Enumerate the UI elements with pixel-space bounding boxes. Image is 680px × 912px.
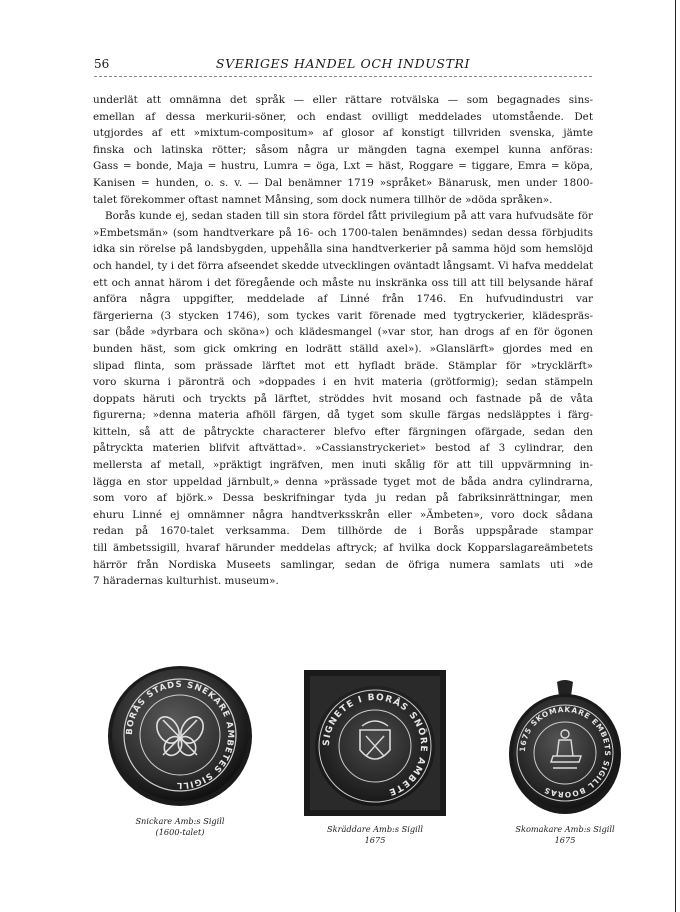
figure-caption [100,816,260,838]
text-line: sar (både »dyrbara och sköna») och klädesmangel (»var stor, han drogs af en för ögonen [93,326,593,339]
seal-legend: BORÅS STADS SNEKARE AMBETES SIGILL [124,679,236,791]
text-line: idka sin rörelse på landsbygden, uppehålla sina handtverkerier på samma höjd som hemslöjd [93,243,593,256]
text-line: voro skurna i päronträ och »doppades i en hvit materia (grötformig); sedan stämpeln [93,376,593,389]
text-line: färgerierna (3 stycken 1746), som tyckes varit förenade med tygtryckerier, klädespräs- [93,309,593,322]
text-line: slipad flinta, som prässade lärftet mot ett hyfladt bräde. Stämplar för »trycklärft» [93,359,593,372]
text-line: kitteln, så att de påtryckte characterer blefvo efter färgningen ofärgade, sedan den [93,425,593,438]
text-line: anföra några uppgifter, meddelade af Linné från 1746. En hufvudindustri var [93,293,593,306]
text-line: ehuru Linné ej omnämner några handtverksskrån eller »Ämbeten», voro dock sådana [93,508,593,521]
text-line: finska och latinska rötter; såsom några ur mängden tagna exempel kunna anföras: [93,143,593,156]
snickare-seal-image [105,660,255,810]
page-edge-line [675,0,677,912]
text-line: doppats häruti och tryckts på lärftet, ströddes hvit mosand och fastnade på de våta [93,392,593,405]
running-head: SVERIGES HANDEL OCH INDUSTRI [215,56,471,71]
figure-caption [505,824,625,846]
caption-title: Snickare Amb:s Sigill [135,816,225,826]
seal-legend: 1675 SKOMAKARE EMBETS SIGILL BOORAS [517,704,613,800]
text-line: emellan af dessa merkurii-söner, och endast ovilligt meddelades utomstående. Det [93,110,593,123]
text-line: mellersta af metall, »präktigt ingräfven, men inuti skålig för att till uppvärmning in- [93,459,593,472]
seal-legend: SIGNETE I BORÅS SNÖRE AMBETE [321,692,429,797]
text-line: lägga en stor uppeldad järnbult,» denna »prässade tyget mot de båda andra cylindrarna, [93,475,593,488]
caption-date: (1600-talet) [155,827,205,837]
caption-title: Skräddare Amb:s Sigill [327,824,423,834]
seal-figure-snickare [100,660,260,838]
text-line: som voro af björk.» Dessa beskrifningar tyda ju redan på fabriksinrättningar, men [93,492,593,505]
text-line: bunden häst, som gick omkring en lodrätt ställd axel»). »Glanslärft» gjordes med en [93,342,593,355]
page-number: 56 [94,57,110,71]
caption-title: Skomakare Amb:s Sigill [515,824,615,834]
text-line: Borås kunde ej, sedan staden till sin stora fördel fått privilegium på att vara hufvudsäte för [105,210,593,223]
caption-date: 1675 [554,835,576,845]
text-line: 7 häradernas kulturhist. museum». [93,575,279,588]
page-header [94,56,592,77]
text-line: Gass = bonde, Maja = hustru, Lumra = öga, Lxt = häst, Roggare = tiggare, Emra = köpa, [93,160,593,173]
text-line: utgjordes af ett »mixtum-compositum» af glosor af konstigt tillvriden svenska, jämte [93,127,593,140]
text-line: figurerna; »denna materia afhöll färgen, då tyget som skulle färgas nedsläpptes i färg- [93,409,593,422]
text-line: ett och annat härom i det föregående och måste nu inskränka oss till att till belysande häraf [93,276,593,289]
caption-date: 1675 [364,835,386,845]
text-line: till ämbetssigill, hvaraf härunder meddelas aftryck; af hvilka dock Kopparslagareämbetets [93,542,593,555]
text-line: talet förekommer oftast namnet Månsing, som dock numera tillhör de »döda språken». [93,193,553,206]
text-line: redan på 1670-talet verksamma. Dem tillhörde de i Borås uppspårade stampar [93,525,593,538]
skomakare-seal-image [507,678,623,818]
text-line: härrör från Nordiska Museets samlingar, sedan de öfriga numera samlats uti »de [93,558,593,571]
skraddare-seal-image [302,668,448,818]
seal-figure-skraddare [300,668,450,846]
seal-figure-skomakare [505,678,625,846]
text-line: påtryckta materien blifvit aftvättad». »Cassianstryckeriet» bestod af 3 cylindrar, den [93,442,593,455]
text-line: och handel, ty i det förra afseendet skedde utvecklingen oväntadt långsamt. Vi hafva meddelat [93,259,593,272]
text-line: Kanisen = hunden, o. s. v. — Dal benämner 1719 »språket» Bänarusk, men under 1800- [93,176,593,189]
figure-caption [300,824,450,846]
body-text [93,92,593,590]
text-line: underlät att omnämna det språk — eller rättare rotvälska — som begagnades sins- [93,94,593,106]
text-line: »Embetsmän» (som handtverkare på 16- och 1700-talen benämndes) sedan dessa förbjudits [93,226,593,239]
